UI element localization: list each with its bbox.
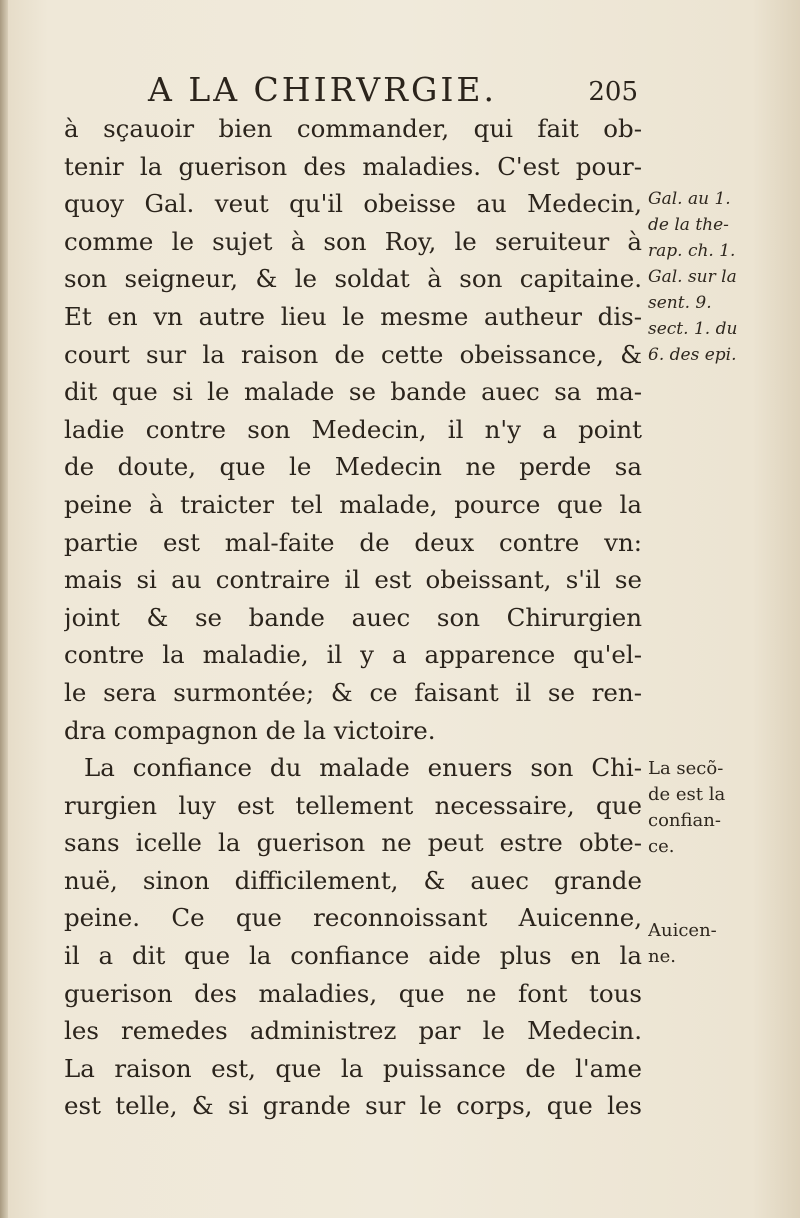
text-line: sans icelle la guerison ne peut estre obte- (64, 828, 642, 858)
text-line: partie est mal-faite de deux contre vn: (64, 527, 642, 557)
text-line: quoy Gal. veut qu'il obeisse au Medecin, (64, 189, 642, 219)
text-line: peine à traicter tel malade, pource que la (64, 489, 642, 519)
text-line: comme le sujet à son Roy, le seruiteur à (64, 226, 642, 256)
text-line: joint & se bande auec son Chirurgien (64, 602, 642, 632)
margin-note-line: Gal. sur la (648, 267, 737, 287)
margin-note-confiance (648, 756, 788, 860)
text-line: il a dit que la confiance aide plus en la (64, 941, 642, 971)
text-line: La confiance du malade enuers son Chi- (84, 753, 642, 783)
text-line: est telle, & si grande sur le corps, que les (64, 1091, 642, 1121)
text-line: rurgien luy est tellement necessaire, que (64, 790, 642, 820)
text-line: tenir la guerison des maladies. C'est pour- (64, 151, 642, 181)
body-text (64, 110, 642, 1125)
margin-note-line: de la the- (648, 215, 729, 235)
text-line: court sur la raison de cette obeissance, & (64, 339, 642, 369)
margin-note-line: La secõ- (648, 758, 724, 779)
text-line: à sçauoir bien commander, qui fait ob- (64, 114, 642, 143)
text-line: contre la maladie, il y a apparence qu'el- (64, 640, 642, 670)
margin-note-line: sect. 1. du (648, 319, 738, 339)
text-line: dra compagnon de la victoire. (64, 715, 436, 745)
margin-note-line: Auicen- (648, 920, 717, 941)
margin-note-line: 6. des epi. (648, 345, 737, 365)
text-line: La raison est, que la puissance de l'ame (64, 1053, 642, 1083)
margin-note-line: sent. 9. (648, 293, 712, 313)
margin-note-galen (648, 186, 788, 368)
text-line: ladie contre son Medecin, il n'y a point (64, 414, 642, 444)
running-head (148, 68, 638, 112)
text-line: son seigneur, & le soldat à son capitaine. (64, 264, 642, 294)
margin-note-line: rap. ch. 1. (648, 241, 736, 261)
text-line: peine. Ce que reconnoissant Auicenne, (64, 903, 642, 933)
margin-note-line: Gal. au 1. (648, 189, 731, 209)
margin-note-avicenne (648, 918, 788, 970)
margin-note-line: ne. (648, 946, 676, 967)
text-line: guerison des maladies, que ne font tous (64, 978, 642, 1008)
page-number: 205 (588, 77, 638, 107)
text-line: les remedes administrez par le Medecin. (64, 1016, 642, 1046)
text-line: nuë, sinon difficilement, & auec grande (64, 865, 642, 895)
page-edge (0, 0, 8, 1218)
margin-note-line: ce. (648, 836, 675, 857)
text-line: dit que si le malade se bande auec sa ma- (64, 377, 642, 407)
text-line: Et en vn autre lieu le mesme autheur dis- (64, 301, 642, 331)
text-line: le sera surmontée; & ce faisant il se ren- (64, 677, 642, 707)
text-line: mais si au contraire il est obeissant, s'il se (64, 565, 642, 595)
margin-note-line: confian- (648, 810, 721, 831)
text-line: de doute, que le Medecin ne perde sa (64, 452, 642, 482)
margin-note-line: de est la (648, 784, 726, 805)
running-title: A LA CHIRVRGIE. (148, 70, 497, 109)
